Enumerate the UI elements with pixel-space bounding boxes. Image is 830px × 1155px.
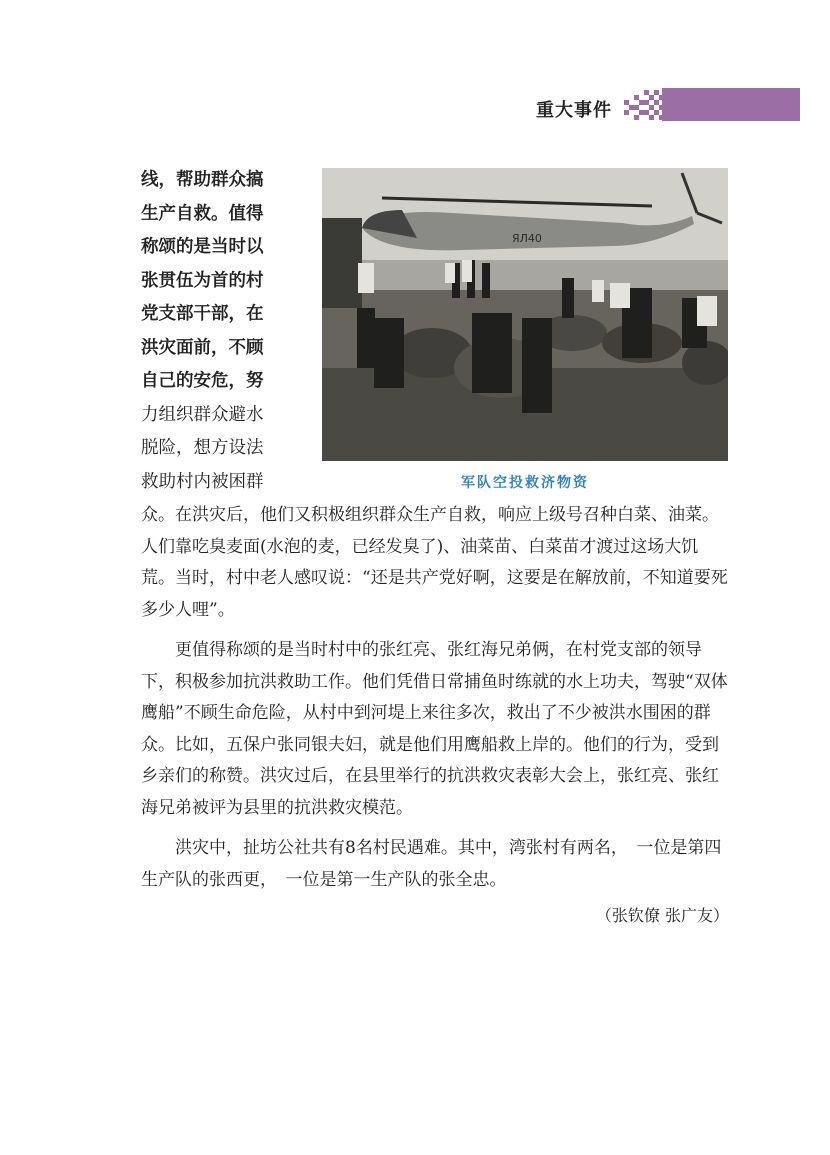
text-line: 张贯伍为首的村	[141, 270, 264, 291]
author-credit: （张钦僚 张广友）	[595, 906, 729, 925]
paragraph: 更值得称颂的是当时村中的张红亮、张红海兄弟俩，在村党支部的领导下，积极参加抗洪救助工作。他们凭借日常捕鱼时练就的水上功夫，驾驶“双体鹰船”不顾生命危险，从村中到河堤上来往多次，救出了不少被洪水围困的群众。比如，五保户张同银夫妇，就是他们用鹰船救上岸的。他们的行为，受到乡亲们的称赞。洪灾过后，在县里举行的抗洪救灾表彰大会上，张红亮、张红海兄弟被评为县里的抗洪救灾模范。	[141, 640, 728, 818]
header-accent-bar	[662, 88, 800, 121]
helicopter-label: ЯЛ40	[512, 232, 542, 245]
text-line: 党支部干部，在	[141, 304, 264, 324]
text-line: 称颂的是当时以	[141, 237, 264, 257]
article-body	[141, 500, 731, 896]
text-line: 救助村内被困群	[141, 471, 264, 492]
text-line: 洪灾面前，不顾	[141, 337, 264, 358]
text-line: 脱险，想方设法	[141, 438, 264, 458]
text-line: 生产自救。值得	[141, 203, 264, 224]
helicopter-photo	[322, 168, 728, 461]
text-line: 线，帮助群众搞	[141, 170, 264, 190]
section-title: 重大事件	[536, 100, 612, 121]
checker-pattern	[624, 90, 664, 120]
photo-caption: 军队空投救济物资	[461, 475, 589, 491]
text-line: 力组织群众避水	[141, 404, 264, 425]
paragraph: 众。在洪灾后，他们又积极组织群众生产自救，响应上级号召种白菜、油菜。人们靠吃臭麦面(水泡的麦，已经发臭了)、油菜苗、白菜苗才渡过这场大饥荒。当时，村中老人感叹说：“还是共产党好啊，这要是在解放前，不知道要死多少人哩”。	[141, 505, 728, 620]
text-line: 自己的安危，努	[141, 371, 264, 391]
paragraph: 洪灾中，扯坊公社共有8名村民遇难。其中，湾张村有两名， 一位是第四生产队的张西更， 一位是第一生产队的张全忠。	[141, 838, 722, 890]
left-column-text	[141, 164, 311, 499]
